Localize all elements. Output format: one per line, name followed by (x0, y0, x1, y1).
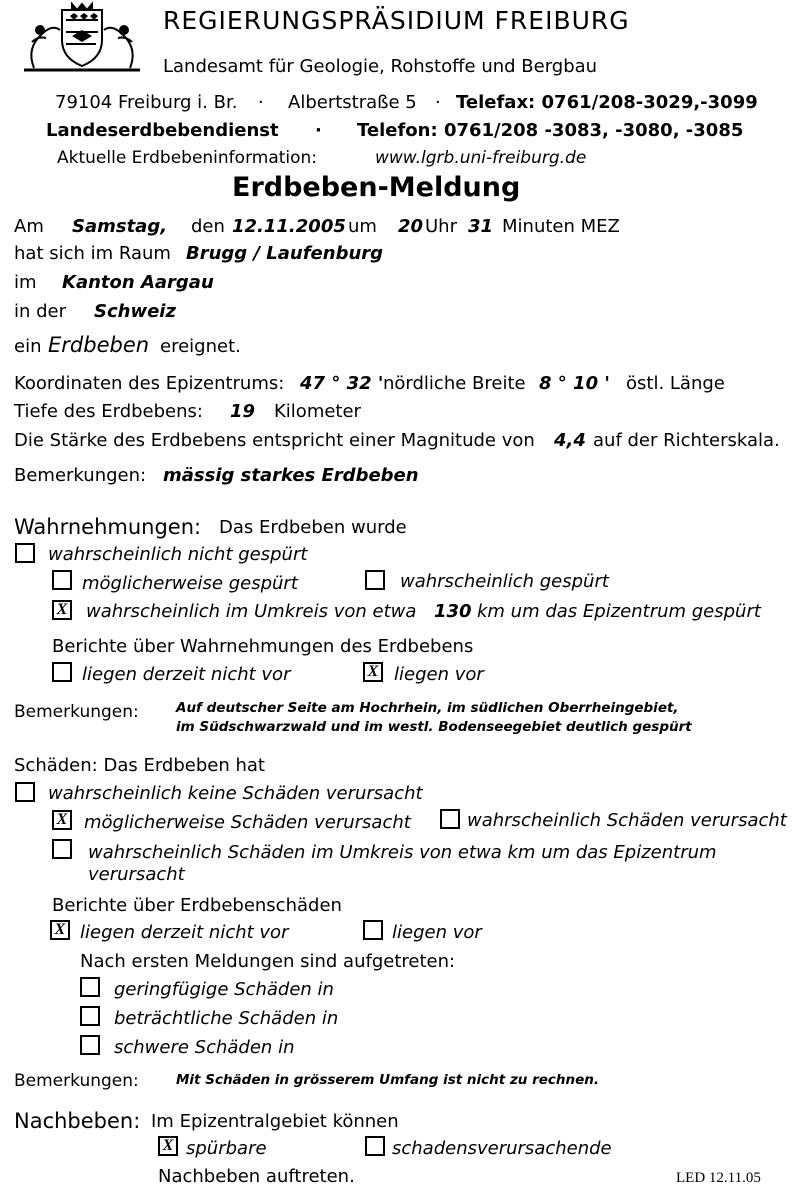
option-radius-damage-line1: wahrscheinlich Schäden im Umkreis von etwa km um das Epizentrum (88, 842, 717, 863)
address-city: 79104 Freiburg i. Br. (55, 92, 238, 113)
damage-heading: Schäden: Das Erdbeben hat (14, 755, 265, 776)
event-country: Schweiz (94, 301, 176, 322)
checkbox-not-felt[interactable] (15, 543, 35, 563)
perception-reports-label: Berichte über Wahrnehmungen des Erdbebens (52, 636, 474, 657)
coat-of-arms-logo (14, 2, 149, 74)
magnitude-value: 4,4 (554, 430, 586, 451)
checkbox-damage-reports-none[interactable]: X (50, 920, 70, 940)
phone-number: Telefon: 0761/208 -3083, -3080, -3085 (357, 120, 744, 141)
option-reports-present: liegen vor (394, 664, 484, 685)
uhr-label: Uhr (425, 216, 457, 237)
perception-remark-label: Bemerkungen: (14, 702, 139, 722)
option-damage-reports-present: liegen vor (392, 922, 482, 943)
in-der-label: in der (14, 301, 67, 322)
aftershocks-intro: Im Epizentralgebiet können (151, 1111, 399, 1132)
event-region: Brugg / Laufenburg (186, 243, 384, 264)
checkbox-severe-damage[interactable] (80, 1035, 100, 1055)
option-perceptible-aftershocks: spürbare (186, 1138, 267, 1159)
separator: · (315, 120, 322, 141)
option-radius-damage-line2: verursacht (88, 864, 185, 885)
authority-title: REGIERUNGSPRÄSIDIUM FREIBURG (163, 6, 630, 35)
option-radius-pre: wahrscheinlich im Umkreis von etwa (86, 601, 417, 622)
option-minor-damage: geringfügige Schäden in (114, 979, 334, 1000)
minuten-label: Minuten MEZ (502, 216, 620, 237)
checkbox-damaging-aftershocks[interactable] (365, 1136, 385, 1156)
option-considerable-damage: beträchtliche Schäden in (114, 1008, 339, 1029)
service-name: Landeserdbebendienst (46, 120, 279, 141)
den-label: den (191, 216, 225, 237)
checkbox-possibly-felt[interactable] (52, 570, 72, 590)
checkbox-radius-damage[interactable] (52, 839, 72, 859)
event-hour: 20 (398, 216, 424, 237)
raum-label: hat sich im Raum (14, 243, 171, 264)
option-no-damage: wahrscheinlich keine Schäden verursacht (48, 783, 423, 804)
first-reports-label: Nach ersten Meldungen sind aufgetreten: (80, 951, 456, 972)
longitude-value: 8 ° 10 ' (539, 373, 610, 394)
ereignet-label: ereignet. (160, 336, 241, 357)
checkbox-reports-none[interactable] (52, 662, 72, 682)
radius-value: 130 (434, 601, 472, 622)
perception-remark-line2: im Südschwarzwald und im westl. Bodenseegebiet deutlich gespürt (176, 719, 692, 735)
option-severe-damage: schwere Schäden in (114, 1037, 295, 1058)
checkbox-no-damage[interactable] (15, 782, 35, 802)
magnitude-suffix: auf der Richterskala. (593, 430, 780, 451)
depth-value: 19 (230, 401, 256, 422)
depth-label: Tiefe des Erdbebens: (14, 401, 203, 422)
am-label: Am (14, 216, 44, 237)
separator: · (435, 92, 441, 113)
um-label: um (348, 216, 377, 237)
event-canton: Kanton Aargau (62, 272, 214, 293)
option-probably-damage: wahrscheinlich Schäden verursacht (467, 810, 787, 831)
option-possibly-felt: möglicherweise gespürt (82, 573, 298, 594)
checkbox-perceptible-aftershocks[interactable]: X (158, 1136, 178, 1156)
aftershocks-heading: Nachbeben: (14, 1109, 141, 1133)
fax-number: Telefax: 0761/208-3029,-3099 (456, 92, 758, 113)
option-radius-post: km um das Epizentrum gespürt (477, 601, 761, 622)
separator: · (258, 92, 264, 113)
perception-remark-line1: Auf deutscher Seite am Hochrhein, im südlichen Oberrheingebiet, (176, 700, 679, 716)
event-type: Erdbeben (48, 333, 150, 357)
damage-remark-label: Bemerkungen: (14, 1071, 139, 1091)
checkbox-reports-present[interactable]: X (363, 662, 383, 682)
perception-heading: Wahrnehmungen: (14, 515, 202, 539)
checkbox-considerable-damage[interactable] (80, 1006, 100, 1026)
option-not-felt: wahrscheinlich nicht gespürt (48, 544, 308, 565)
checkbox-probably-felt[interactable] (365, 570, 385, 590)
latitude-value: 47 ° 32 ' (300, 373, 384, 394)
option-damage-reports-none: liegen derzeit nicht vor (80, 922, 289, 943)
aftershocks-outro: Nachbeben auftreten. (158, 1166, 355, 1187)
checkbox-minor-damage[interactable] (80, 977, 100, 997)
longitude-label: östl. Länge (626, 373, 725, 394)
event-date: 12.11.2005 (232, 216, 346, 237)
remark-label: Bemerkungen: (14, 465, 147, 486)
event-remark: mässig starkes Erdbeben (163, 465, 419, 486)
website-link[interactable]: www.lgrb.uni-freiburg.de (375, 148, 587, 168)
footer-code: LED 12.11.05 (676, 1170, 761, 1186)
depth-unit: Kilometer (274, 401, 361, 422)
event-minute: 31 (468, 216, 494, 237)
checkbox-probably-damage[interactable] (440, 809, 460, 829)
magnitude-label: Die Stärke des Erdbebens entspricht einer Magnitude von (14, 430, 535, 451)
damage-reports-label: Berichte über Erdbebenschäden (52, 895, 342, 916)
latitude-label: nördliche Breite (383, 373, 526, 394)
ein-label: ein (14, 336, 42, 357)
checkbox-possibly-damage[interactable]: X (52, 810, 72, 830)
option-possibly-damage: möglicherweise Schäden verursacht (84, 812, 411, 833)
coord-label: Koordinaten des Epizentrums: (14, 373, 285, 394)
address-street: Albertstraße 5 (288, 92, 417, 113)
option-probably-felt: wahrscheinlich gespürt (400, 571, 609, 592)
info-label: Aktuelle Erdbebeninformation: (57, 148, 318, 168)
damage-remark: Mit Schäden in grösserem Umfang ist nicht zu rechnen. (176, 1072, 600, 1088)
option-damaging-aftershocks: schadensverursachende (392, 1138, 612, 1159)
option-reports-none: liegen derzeit nicht vor (82, 664, 291, 685)
event-weekday: Samstag, (72, 216, 168, 237)
im-label: im (14, 272, 37, 293)
checkbox-damage-reports-present[interactable] (363, 920, 383, 940)
office-name: Landesamt für Geologie, Rohstoffe und Bergbau (163, 56, 598, 77)
checkbox-radius-felt[interactable]: X (52, 600, 72, 620)
perception-intro: Das Erdbeben wurde (219, 517, 407, 538)
page-title: Erdbeben-Meldung (232, 172, 521, 203)
